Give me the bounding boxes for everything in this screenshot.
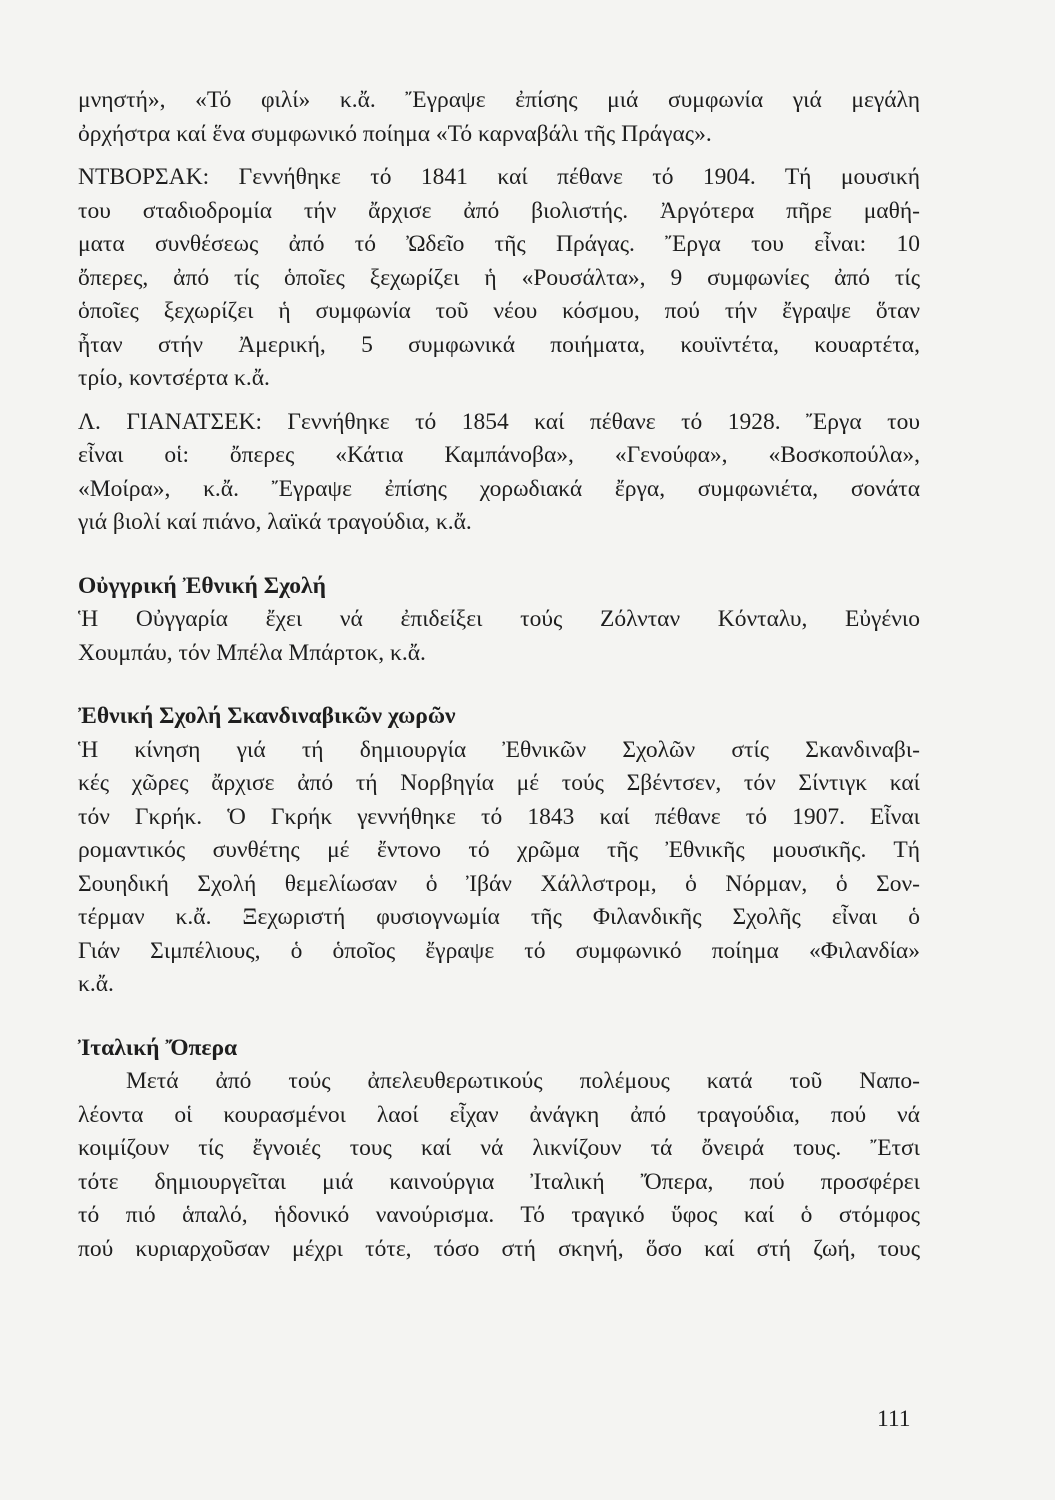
section-heading: Οὐγγρική Ἐθνική Σχολή — [78, 572, 326, 599]
text-line: τό πιό ἁπαλό, ἡδονικό νανούρισμα. Τό τραγικό ὕφος καί ὁ στόμφος — [78, 1202, 920, 1228]
text-line: κ.ἄ. — [78, 971, 114, 997]
text-line: ματα συνθέσεως ἀπό τό Ὠδεῖο τῆς Πράγας. Ἔργα του εἶναι: 10 — [78, 231, 920, 257]
page-number: 111 — [877, 1406, 911, 1432]
text-line: τότε δημιουργεῖται μιά καινούργια Ἰταλική Ὄπερα, πού προσφέρει — [78, 1168, 920, 1195]
text-line: Ἡ Οὐγγαρία ἔχει νά ἐπιδείξει τούς Ζόλνταν Κόνταλυ, Εὐγένιο — [78, 606, 920, 632]
page-body — [78, 84, 920, 1266]
text-line: «Μοίρα», κ.ἄ. Ἔγραψε ἐπίσης χορωδιακά ἔργα, συμφωνιέτα, σονάτα — [78, 475, 920, 502]
italian-section — [78, 1032, 920, 1267]
text-line: κοιμίζουν τίς ἔγνοιές τους καί νά λικνίζουν τά ὄνειρά τους. Ἔτσι — [78, 1135, 920, 1161]
text-line: τρίο, κοντσέρτα κ.ἄ. — [78, 365, 270, 391]
text-line: γιά βιολί καί πιάνο, λαϊκά τραγούδια, κ.ἄ. — [78, 509, 472, 535]
text-line: του σταδιοδρομία τήν ἄρχισε ἀπό βιολιστής. Ἀργότερα πῆρε μαθή- — [78, 197, 920, 224]
text-line: Μετά ἀπό τούς ἀπελευθερωτικούς πολέμους κατά τοῦ Ναπο- — [126, 1068, 920, 1094]
text-line: ὄπερες, ἀπό τίς ὁποῖες ξεχωρίζει ἡ «Ρουσάλτα», 9 συμφωνίες ἀπό τίς — [78, 264, 920, 291]
text-line: Γιάν Σιμπέλιους, ὁ ὁποῖος ἔγραψε τό συμφωνικό ποίημα «Φιλανδία» — [78, 937, 920, 964]
section-heading: Ἐθνική Σχολή Σκανδιναβικῶν χωρῶν — [78, 703, 456, 729]
text-line: Ἡ κίνηση γιά τή δημιουργία Ἐθνικῶν Σχολῶν στίς Σκανδιναβι- — [78, 736, 920, 763]
text-line: πού κυριαρχοῦσαν μέχρι τότε, τόσο στή σκηνή, ὅσο καί στή ζωή, τους — [78, 1235, 920, 1262]
text-line: τέρμαν κ.ἄ. Ξεχωριστή φυσιογνωμία τῆς Φιλανδικῆς Σχολῆς εἶναι ὁ — [78, 904, 920, 930]
janacek-paragraph — [78, 406, 920, 540]
text-line: ὁποῖες ξεχωρίζει ἡ συμφωνία τοῦ νέου κόσμου, πού τήν ἔγραψε ὅταν — [78, 298, 920, 324]
dvorak-paragraph — [78, 161, 920, 396]
section-heading: Ἰταλική Ὄπερα — [78, 1034, 238, 1061]
text-line: κές χῶρες ἄρχισε ἀπό τή Νορβηγία μέ τούς Σβέντσεν, τόν Σίντιγκ καί — [78, 770, 920, 796]
text-line: εἶναι οἱ: ὄπερες «Κάτια Καμπάνοβα», «Γενούφα», «Βοσκοπούλα», — [78, 442, 920, 468]
text-line: ἦταν στήν Ἀμερική, 5 συμφωνικά ποιήματα, κουϊντέτα, κουαρτέτα, — [78, 331, 920, 358]
text-line: Σουηδική Σχολή θεμελίωσαν ὁ Ἰβάν Χάλλστρομ, ὁ Νόρμαν, ὁ Σον- — [78, 870, 920, 897]
text-line: ὀρχήστρα καί ἕνα συμφωνικό ποίημα «Τό καρναβάλι τῆς Πράγας». — [78, 120, 712, 147]
text-line: λέοντα οἱ κουρασμένοι λαοί εἶχαν ἀνάγκη ἀπό τραγούδια, πού νά — [78, 1101, 920, 1128]
hungarian-section — [78, 570, 920, 671]
scandinavian-section — [78, 700, 920, 1002]
text-line: ΝΤΒΟΡΣΑΚ: Γεννήθηκε τό 1841 καί πέθανε τό 1904. Τή μουσική — [78, 164, 920, 190]
text-line: ρομαντικός συνθέτης μέ ἔντονο τό χρῶμα τῆς Ἐθνικῆς μουσικῆς. Τή — [78, 837, 920, 863]
text-line: μνηστή», «Τό φιλί» κ.ἄ. Ἔγραψε ἐπίσης μιά συμφωνία γιά μεγάλη — [78, 87, 920, 113]
intro-paragraph — [78, 84, 920, 151]
text-line: Λ. ΓΙΑΝΑΤΣΕΚ: Γεννήθηκε τό 1854 καί πέθανε τό 1928. Ἔργα του — [78, 408, 920, 435]
text-line: Χουμπάυ, τόν Μπέλα Μπάρτοκ, κ.ἄ. — [78, 639, 426, 666]
text-line: τόν Γκρήκ. Ὁ Γκρήκ γεννήθηκε τό 1843 καί πέθανε τό 1907. Εἶναι — [78, 803, 920, 830]
